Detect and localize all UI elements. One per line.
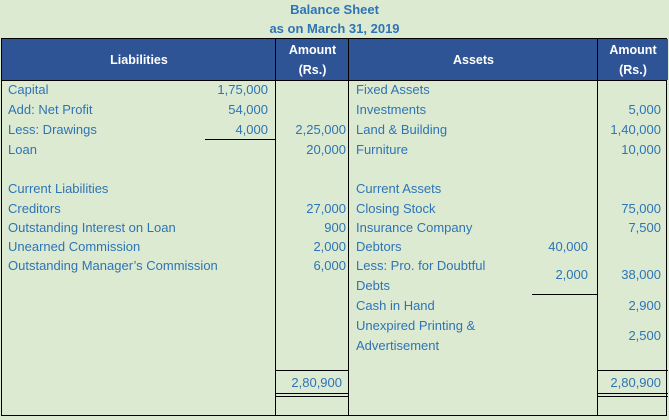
- liability-label: Outstanding Interest on Loan: [8, 220, 176, 235]
- assets-total: 2,80,900: [610, 375, 661, 390]
- asset-label: Less: Pro. for Doubtful: [356, 258, 486, 273]
- asset-label: Land & Building: [356, 122, 448, 137]
- header-amount-left: Amount (Rs.): [276, 39, 349, 80]
- header-amount-right: Amount (Rs.): [598, 39, 668, 80]
- liability-sub: 4,000: [235, 122, 268, 137]
- header-liabilities: Liabilities: [2, 39, 276, 80]
- liability-label: Unearned Commission: [8, 239, 141, 254]
- asset-sub: 40,000: [548, 239, 588, 254]
- liability-amount: 2,000: [313, 239, 346, 254]
- sheet-title: Balance Sheet: [290, 2, 379, 17]
- asset-label: Unexpired Printing &: [356, 318, 476, 333]
- liability-amount: 20,000: [306, 142, 346, 157]
- asset-label: Investments: [356, 102, 427, 117]
- asset-label-cont: Debts: [356, 278, 390, 293]
- asset-label-cont: Advertisement: [356, 338, 440, 353]
- header-assets: Assets: [349, 39, 598, 80]
- total-rule-double: [275, 393, 349, 394]
- balance-sheet-table: [1, 38, 667, 416]
- liability-amount: 2,25,000: [295, 122, 346, 137]
- asset-amount: 38,000: [621, 267, 661, 282]
- asset-label: Cash in Hand: [356, 298, 435, 313]
- asset-amount: 5,000: [628, 102, 661, 117]
- asset-label: Insurance Company: [356, 220, 473, 235]
- liability-label: Outstanding Manager’s Commission: [8, 258, 218, 273]
- liability-label: Loan: [8, 142, 37, 157]
- liability-amount: 27,000: [306, 201, 346, 216]
- asset-amount: 2,500: [628, 328, 661, 343]
- liability-label: Less: Drawings: [8, 122, 97, 137]
- column-divider: [348, 39, 349, 415]
- liability-section-label: Current Liabilities: [8, 181, 109, 196]
- total-rule-top: [597, 370, 668, 371]
- asset-amount: 2,900: [628, 298, 661, 313]
- liability-label: Capital: [8, 82, 49, 97]
- liability-amount: 900: [324, 220, 346, 235]
- header-divider: [2, 80, 666, 81]
- total-rule-top: [275, 370, 349, 371]
- total-rule-double: [597, 393, 668, 394]
- liability-sub: 54,000: [228, 102, 268, 117]
- asset-amount: 1,40,000: [610, 122, 661, 137]
- asset-amount: 7,500: [628, 220, 661, 235]
- liability-label: Add: Net Profit: [8, 102, 93, 117]
- sheet-subtitle: as on March 31, 2019: [269, 21, 400, 36]
- asset-section-label: Current Assets: [356, 181, 442, 196]
- total-rule-double: [597, 396, 668, 397]
- subtotal-rule: [532, 294, 597, 295]
- total-rule-double: [275, 396, 349, 397]
- asset-section-label: Fixed Assets: [356, 82, 430, 97]
- liability-amount: 6,000: [313, 258, 346, 273]
- liability-sub: 1,75,000: [217, 82, 268, 97]
- liabilities-total: 2,80,900: [291, 375, 342, 390]
- liability-label: Creditors: [8, 201, 61, 216]
- asset-label: Debtors: [356, 239, 402, 254]
- asset-amount: 10,000: [621, 142, 661, 157]
- asset-label: Closing Stock: [356, 201, 436, 216]
- asset-label: Furniture: [356, 142, 409, 157]
- asset-amount: 75,000: [621, 201, 661, 216]
- asset-sub: 2,000: [555, 267, 588, 282]
